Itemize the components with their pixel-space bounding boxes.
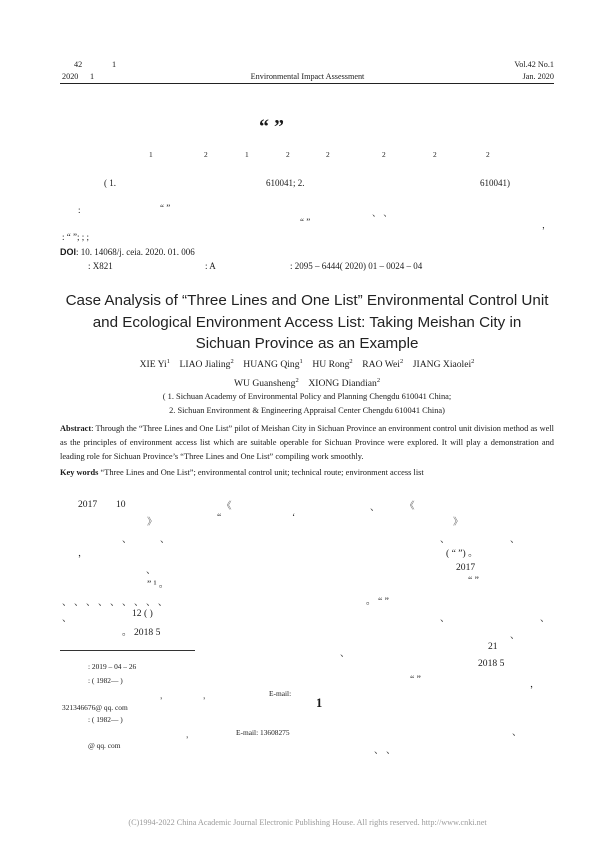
footnote-author1-sep: ， (203, 691, 211, 700)
body-text: 、 (62, 613, 72, 624)
footnote-received: : 2019 – 04 – 26 (88, 662, 137, 671)
author-sup: 2 (399, 358, 404, 365)
cn-abstract-commas: 、 、 (372, 208, 393, 218)
cn-author-sup: 1 (149, 150, 153, 159)
cn-author-sup: 1 (245, 150, 249, 159)
body-text: ‘ (292, 512, 296, 523)
header-journal: Environmental Impact Assessment (250, 72, 365, 81)
footnote-author1-email-label: E-mail: (269, 689, 292, 698)
body-text: ， (530, 679, 540, 690)
cn-title: “ ” (259, 116, 284, 138)
author-name: XIE Yi (139, 359, 167, 371)
body-text: “ ” (468, 575, 479, 586)
clc-number: : X821 (88, 261, 113, 271)
footnote-author1-email: 321346676@ qq. com (62, 703, 128, 712)
footnote-author1: : ( 1982— ) (88, 676, 123, 685)
english-title-line: Sichuan Province as an Example (195, 335, 419, 352)
cn-affil-code2: 610041) (480, 178, 510, 188)
body-text: 。 2018 5 (122, 627, 161, 638)
body-text: ” ¹ 。 (147, 579, 169, 590)
author-list (60, 354, 554, 392)
body-text: “ ” (410, 674, 421, 685)
footnote-author2-email: E-mail: 13608275 (236, 728, 290, 737)
body-text: ， (78, 548, 88, 559)
author-name: JIANG Xiaolei (412, 359, 472, 371)
affiliation-list (60, 390, 554, 418)
body-text: 、 (370, 502, 380, 513)
author-name: HU Rong (312, 359, 350, 371)
header-volume-issue: Vol.42 No.1 (514, 60, 554, 69)
body-text: 、 (510, 534, 520, 545)
cn-author-sup: 2 (286, 150, 290, 159)
body-text: 、 、 (374, 745, 396, 756)
cn-author-sup: 2 (486, 150, 490, 159)
header-date: Jan. 2020 (522, 72, 554, 81)
body-text: “ (217, 512, 222, 523)
keywords (60, 466, 554, 480)
footnote-author2-sep: ， (186, 730, 194, 739)
english-title (60, 290, 554, 355)
author-name: XIONG Diandian (308, 378, 377, 390)
header-rule (60, 83, 554, 84)
doi-value: : 10. 14068/j. ceia. 2020. 01. 006 (76, 247, 195, 257)
body-text: 2017 (456, 562, 476, 573)
keywords-text: “Three Lines and One List”; environmental control unit; technical route; environment access list (98, 468, 424, 477)
body-text: 、 (440, 534, 450, 545)
cn-affil-code1: 610041; 2. (266, 178, 305, 188)
cn-keywords: : “ ”; ; ; (62, 232, 89, 242)
body-text: 10 (116, 499, 126, 510)
body-text: 、 (122, 534, 132, 545)
cn-author-sup: 2 (382, 150, 386, 159)
abstract (60, 422, 554, 464)
affiliation-line: 2. Sichuan Environment & Engineering Appraisal Center Chengdu 610041 China) (169, 406, 445, 415)
body-text: 、 (160, 534, 170, 545)
author-sup: 2 (230, 358, 234, 365)
article-id: : 2095 – 6444( 2020) 01 – 0024 – 04 (290, 261, 423, 271)
author-row-1 (60, 354, 554, 373)
header-month: 1 (90, 72, 95, 81)
doi-line (60, 247, 195, 257)
author-sup: 2 (349, 358, 353, 365)
footnote-rule (60, 650, 195, 651)
body-text: 2017 (78, 499, 98, 510)
body-text: 、 (440, 613, 450, 624)
header-issue: 1 (112, 60, 117, 69)
cn-author-sup: 2 (326, 150, 330, 159)
abstract-text: : Through the “Three Lines and One List” pilot of Meishan City in Sichuan Province an environment control unit division method as well as the principles of environment access list which are suitable operable for Sichuan Province were explored. It will play a demonstration and leading role for Sichuan Province’s “Three Lines and One List” compiling work smoothly. (60, 424, 554, 461)
body-text: 》 (147, 517, 157, 528)
cn-abstract-colon: : (78, 205, 81, 215)
affiliation-line: ( 1. Sichuan Academy of Environmental Policy and Planning Chengdu 610041 China; (162, 392, 452, 401)
author-name: HUANG Qing (243, 359, 300, 371)
body-text: 、 (512, 727, 522, 738)
body-text: 、 (146, 565, 156, 576)
body-text: 、 (510, 630, 520, 641)
header-volume: 42 (74, 60, 83, 69)
body-text: 2018 5 (478, 658, 505, 669)
body-text: 《 (405, 501, 415, 512)
body-text: 、 、 、 、 、 、 、 、 、 (62, 597, 168, 608)
body-text: 。 “ ” (366, 596, 389, 607)
footnote-author1-sep: ， (160, 691, 168, 700)
body-text: 《 (222, 501, 232, 512)
footnote-author2-email2: @ qq. com (88, 741, 121, 750)
keywords-label: Key words (60, 468, 99, 477)
cn-author-sup: 2 (433, 150, 437, 159)
cn-abstract-comma: ， (542, 220, 552, 230)
body-text: 、 (540, 613, 550, 624)
author-name: WU Guansheng (233, 378, 296, 390)
document-code: : A (205, 261, 216, 271)
body-text: 、 (340, 648, 350, 659)
body-text: 12 ( ) (132, 608, 153, 619)
header-year: 2020 (62, 72, 79, 81)
body-text: 》 (453, 517, 463, 528)
author-sup: 2 (295, 377, 299, 385)
author-sup: 1 (299, 358, 303, 365)
page-number: 1 (316, 696, 323, 710)
author-sup: 1 (166, 358, 170, 365)
doi-label: DOI (60, 247, 77, 257)
author-name: RAO Wei (362, 359, 400, 371)
cn-affil-num: ( 1. (104, 178, 116, 188)
author-name: LIAO Jialing (179, 359, 231, 371)
body-text: ( “ ”) 。 (446, 548, 478, 559)
author-sup: 2 (471, 358, 475, 365)
english-title-line: and Ecological Environment Access List: Taking Meishan City in (92, 313, 522, 331)
english-title-line: Case Analysis of “Three Lines and One List” Environmental Control Unit (65, 292, 549, 309)
cn-abstract-quotes2: “ ” (300, 217, 311, 227)
abstract-label: Abstract (60, 424, 92, 433)
cn-abstract-quotes: “ ” (160, 203, 171, 213)
body-text: 21 (488, 641, 498, 652)
copyright-footer: (C)1994-2022 China Academic Journal Electronic Publishing House. All rights reserved. http://www.cnki.net (128, 818, 487, 827)
cn-author-sup: 2 (204, 150, 208, 159)
footnote-author2: : ( 1982— ) (88, 715, 123, 724)
author-sup: 2 (376, 377, 381, 385)
